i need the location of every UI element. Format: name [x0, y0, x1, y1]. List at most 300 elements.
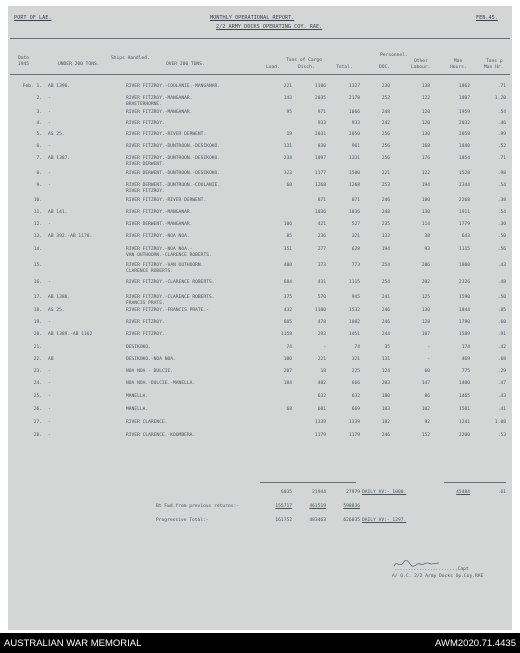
row-hours: 469 [461, 357, 470, 362]
row-total: 961 [351, 144, 360, 149]
row-doc: 221 [381, 171, 390, 176]
row-tph: .29 [497, 369, 506, 374]
row-other: 130 [421, 308, 430, 313]
row-tph: 1.08 [494, 420, 506, 425]
row-load: 100 [283, 357, 292, 362]
row-ship-line: RIVER FITZROY.-MANGANAR. [126, 96, 193, 101]
row-load: 60 [286, 183, 292, 188]
row-load: 19 [286, 132, 292, 137]
row-tph: .68 [497, 357, 506, 362]
row-other: 180 [421, 198, 430, 203]
row-under-200: AB 1396. [48, 84, 71, 89]
row-load: 85 [286, 234, 292, 239]
row-disch: 293 [317, 332, 326, 337]
row-load: 432 [283, 308, 292, 313]
prog-label: Progressive Total:- [156, 518, 209, 523]
row-ship-line: NOA NOA - DULCIE. [126, 369, 174, 374]
row-hours: 1501 [458, 407, 470, 412]
row-hours: 2268 [458, 198, 470, 203]
row-doc: 203 [381, 381, 390, 386]
row-load: 131 [283, 144, 292, 149]
row-tph: .52 [497, 144, 506, 149]
row-date: 27. [33, 420, 42, 425]
row-hours: 1590 [458, 295, 470, 300]
row-disch: 971 [317, 110, 326, 115]
row-under-200: AS 25. [48, 132, 65, 137]
row-other: 130 [421, 210, 430, 215]
row-total: 666 [351, 381, 360, 386]
row-other: 168 [421, 144, 430, 149]
row-other: 120 [421, 121, 430, 126]
row-total: 321 [351, 234, 360, 239]
row-disch: 871 [317, 198, 326, 203]
row-under-200: - [48, 96, 51, 101]
row-under-200: - [48, 381, 51, 386]
row-hours: 1790 [458, 320, 470, 325]
bf-label: Bt Fwd.from previous returns:- [156, 504, 239, 509]
row-ship-line: RIVER FITZROY. [126, 121, 165, 126]
row-total: 1066 [348, 110, 360, 115]
row-total: 945 [351, 295, 360, 300]
row-other: 38 [424, 234, 430, 239]
row-under-200: AB 1387. [48, 156, 71, 161]
total-hours: 45484 [456, 490, 470, 495]
row-doc: 242 [381, 121, 390, 126]
total-disch: 21944 [312, 490, 326, 495]
row-disch: - [323, 345, 326, 350]
row-other: 102 [421, 407, 430, 412]
row-date: 24. [33, 381, 42, 386]
row-disch: 421 [317, 222, 326, 227]
row-ship-line: RIVER FITZROY.-CLARENCE ROBERTS. [126, 295, 215, 300]
row-doc: 230 [381, 84, 390, 89]
row-other: 120 [421, 110, 430, 115]
col-doc: DOC. [379, 65, 391, 70]
col-other: Other [414, 59, 428, 64]
bf-disch: 461519 [309, 504, 326, 509]
row-ship-line: RIVER FITZROY.-FRANCIS PRATE.- [126, 308, 209, 313]
row-other: 114 [421, 222, 430, 227]
total-daily-avg: DAILY AV:- 1000. [362, 490, 407, 495]
row-disch: 1179 [314, 433, 326, 438]
row-total: 1082 [348, 320, 360, 325]
row-other: 93 [424, 247, 430, 252]
row-total: 527 [351, 222, 360, 227]
row-under-200: - [48, 433, 51, 438]
header-top-rule [10, 38, 510, 39]
row-load: 375 [283, 295, 292, 300]
col-man: Man [454, 59, 463, 64]
row-hours: 2344 [458, 183, 470, 188]
row-hours: 1959 [458, 110, 470, 115]
row-date: 22. [33, 357, 42, 362]
row-disch: 1339 [314, 420, 326, 425]
row-doc: 256 [381, 132, 390, 137]
row-total: 933 [351, 121, 360, 126]
row-total: 1268 [348, 183, 360, 188]
row-ship-line: RIVER FITZROY.-RIVER DERWENT. [126, 198, 207, 203]
archive-footer [0, 633, 520, 653]
row-date: 9. [36, 183, 42, 188]
row-ship-line: RIVER FITZROY. [126, 320, 165, 325]
row-date: 18. [33, 308, 42, 313]
row-under-200: AB 1388. [48, 295, 71, 300]
row-date: 21. [33, 345, 42, 350]
row-other: 122 [421, 171, 430, 176]
row-tph: .56 [497, 247, 506, 252]
row-date: 23. [33, 369, 42, 374]
row-doc: 131 [381, 357, 390, 362]
row-other: 176 [421, 156, 430, 161]
row-total: 2178 [348, 96, 360, 101]
row-other: 152 [421, 433, 430, 438]
row-other: 128 [421, 320, 430, 325]
row-under-200: - [48, 394, 51, 399]
row-doc: 241 [381, 295, 390, 300]
prog-disch: 483463 [309, 518, 326, 523]
row-total: 2050 [348, 132, 360, 137]
col-under: UNDER 200 TONS. [58, 62, 100, 67]
prog-total: 626835 [343, 518, 360, 523]
row-tph: 1.20 [494, 96, 506, 101]
row-doc: 248 [381, 110, 390, 115]
row-under-200: - [48, 144, 51, 149]
row-tph: .85 [497, 308, 506, 313]
signature-title: A/ O.C. 2/2 Army Docks Op.Coy.RAE [392, 574, 484, 579]
row-hours: 1528 [458, 171, 470, 176]
row-load: 68 [286, 407, 292, 412]
row-under-200: AB 141. [48, 210, 68, 215]
row-tph: .91 [497, 332, 506, 337]
row-under-200: - [48, 110, 51, 115]
row-total: 1327 [348, 84, 360, 89]
row-tph: .43 [497, 394, 506, 399]
row-hours: 1840 [458, 144, 470, 149]
row-doc: 253 [381, 183, 390, 188]
row-ship-line: MANELLA. [126, 407, 149, 412]
row-tph: .30 [497, 222, 506, 227]
row-under-200: - [48, 280, 51, 285]
row-total: 321 [351, 357, 360, 362]
row-doc: 35 [384, 345, 390, 350]
col-tons-cargo: Tons of Cargo [286, 58, 322, 63]
row-tph: .41 [497, 407, 506, 412]
row-disch: 830 [317, 144, 326, 149]
row-disch: 1106 [314, 84, 326, 89]
row-doc: 246 [381, 433, 390, 438]
row-hours: 1115 [458, 247, 470, 252]
row-ship-line: BRAETERHORNE. [126, 101, 162, 107]
report-title: MONTHLY OPERATIONAL REPORT. [210, 15, 295, 21]
row-tph: .71 [497, 84, 506, 89]
row-tph: .54 [497, 210, 506, 215]
row-disch: 277 [317, 247, 326, 252]
row-doc: 256 [381, 144, 390, 149]
row-hours: 1779 [458, 222, 470, 227]
col-tons-p: Tons p [486, 59, 503, 64]
row-hours: 1854 [458, 156, 470, 161]
row-total: 1036 [348, 210, 360, 215]
row-other: 194 [421, 183, 430, 188]
row-hours: 1400 [458, 381, 470, 386]
row-disch: 1036 [314, 210, 326, 215]
archive-name: AUSTRALIAN WAR MEMORIAL [4, 638, 142, 649]
bf-total: 598836 [343, 504, 360, 509]
row-ship-line: RIVER FITZROY.-CLARENCE ROBERTS. [126, 280, 215, 285]
row-date: 3. [36, 110, 42, 115]
row-load: 400 [283, 263, 292, 268]
row-ship-line: DESIKOKO. [126, 345, 151, 350]
row-other: 206 [421, 263, 430, 268]
total-load: 6035 [280, 490, 292, 495]
row-ship-line: FRANCIS PRATE. [126, 300, 165, 306]
row-disch: 221 [317, 357, 326, 362]
row-hours: 1589 [458, 332, 470, 337]
row-ship-line: RIVER FITZROY.-MANGANAR. [126, 110, 193, 115]
row-load: 143 [283, 96, 292, 101]
row-tph: .54 [497, 110, 506, 115]
row-ship-line: RIVER DERWENT.-MANGANAR. [126, 222, 193, 227]
row-ship-line: RIVER FITZROY.-NOA NOA.- [126, 247, 193, 252]
row-date: 13. [33, 234, 42, 239]
row-under-200: AB 1389.-AB 1162 [48, 332, 93, 337]
row-ship-line: RIVER FITZROY. [126, 188, 165, 194]
col-load: Load. [266, 65, 280, 70]
row-doc: 244 [381, 332, 390, 337]
row-other: 138 [421, 84, 430, 89]
row-total: 1451 [348, 332, 360, 337]
row-under-200: - [48, 222, 51, 227]
row-other: 147 [421, 381, 430, 386]
row-load: 207 [283, 369, 292, 374]
row-ship-line: RIVER FITZROY.-NOA NOA. [126, 234, 190, 239]
row-date: 4. [36, 121, 42, 126]
row-date: Feb. 1. [22, 84, 42, 89]
row-doc: 180 [381, 394, 390, 399]
col-over: OVER 200 TONS. [166, 62, 205, 67]
row-ship-line: VAN OUTHOORN.-CLARENCE ROBERTS. [126, 252, 212, 258]
row-load: 106 [283, 222, 292, 227]
row-tph: .53 [497, 433, 506, 438]
row-under-200: AS 25. [48, 308, 65, 313]
col-year: 1945 [18, 62, 30, 67]
row-doc: 254 [381, 263, 390, 268]
row-tph: .98 [497, 171, 506, 176]
row-total: 1500 [348, 171, 360, 176]
signature-dots: .......................Capt [394, 567, 469, 572]
row-load: 221 [283, 84, 292, 89]
row-load: 74 [286, 345, 292, 350]
row-total: 628 [351, 247, 360, 252]
row-date: 12. [33, 222, 42, 227]
row-tph: .50 [497, 295, 506, 300]
row-tph: .43 [497, 263, 506, 268]
row-doc: 182 [381, 420, 390, 425]
row-hours: 775 [461, 369, 470, 374]
row-disch: 2031 [314, 132, 326, 137]
row-ship-line: RIVER FITZROY.-RIVER DERWENT. [126, 132, 207, 137]
row-under-200: - [48, 420, 51, 425]
row-load: 684 [283, 280, 292, 285]
row-date: 8. [36, 171, 42, 176]
col-personnel: Personnel. [380, 53, 408, 58]
row-disch: 482 [317, 381, 326, 386]
row-tph: .99 [497, 132, 506, 137]
col-disch: Disch. [298, 65, 315, 70]
row-disch: 570 [317, 295, 326, 300]
row-other: - [427, 345, 430, 350]
row-doc: 246 [381, 308, 390, 313]
report-subtitle: 2/2 ARMY DOCKS OPERATING COY. RAE. [216, 24, 323, 30]
row-tph: .54 [497, 183, 506, 188]
row-doc: 256 [381, 156, 390, 161]
row-date: 5. [36, 132, 42, 137]
row-tph: .71 [497, 156, 506, 161]
row-under-200: AB 392.-AB 1170. [48, 234, 93, 239]
row-doc: 133 [381, 234, 390, 239]
row-disch: 1268 [314, 183, 326, 188]
row-date: 28. [33, 433, 42, 438]
prog-load: 161752 [275, 518, 292, 523]
row-doc: 248 [381, 210, 390, 215]
row-under-200: - [48, 320, 51, 325]
row-ship-line: RIVER FITZROY.-DUNTROON.-DESIKOKO. [126, 144, 221, 149]
row-tph: .38 [497, 198, 506, 203]
row-hours: 643 [461, 234, 470, 239]
total-total: 27979 [346, 490, 360, 495]
total-tph: .61 [497, 490, 506, 495]
row-ship-line: DESIKOKO.-NOA NOA. [126, 357, 176, 362]
row-disch: 478 [317, 320, 326, 325]
row-doc: 235 [381, 222, 390, 227]
row-tph: .60 [497, 320, 506, 325]
row-total: 1339 [348, 420, 360, 425]
row-ship-line: RIVER FITZROY.-VAN OUTHOORN. [126, 263, 204, 268]
row-hours: 2200 [458, 433, 470, 438]
row-hours: 1862 [458, 84, 470, 89]
row-ship-line: RIVER DERWENT. [126, 161, 165, 167]
row-disch: 601 [317, 407, 326, 412]
row-doc: 252 [381, 96, 390, 101]
row-other: 86 [424, 394, 430, 399]
row-date: 14. [33, 247, 42, 252]
row-total: 871 [351, 198, 360, 203]
row-total: 1331 [348, 156, 360, 161]
col-total: Total. [336, 65, 353, 70]
row-under-200: - [48, 183, 51, 188]
row-total: 74 [354, 345, 360, 350]
row-hours: 2058 [458, 132, 470, 137]
row-doc: 124 [381, 369, 390, 374]
row-disch: 1100 [314, 308, 326, 313]
row-total: 225 [351, 369, 360, 374]
row-under-200: - [48, 407, 51, 412]
row-load: 234 [283, 156, 292, 161]
row-under-200: AB [48, 357, 54, 362]
row-hours: 1911 [458, 210, 470, 215]
col-ships-handled: Ships Handled. [111, 56, 150, 61]
row-ship-line: MANELLA. [126, 394, 149, 399]
row-ship-line: RIVER CLARENCE.-KOOMBERA. [126, 433, 196, 438]
row-date: 15. [33, 263, 42, 268]
row-tph: .46 [497, 121, 506, 126]
row-disch: 933 [317, 121, 326, 126]
row-hours: 1800 [458, 263, 470, 268]
row-ship-line: RIVER FITZROY.-DUNTROON.-DESIKOKO. [126, 156, 221, 161]
row-date: 26. [33, 407, 42, 412]
bf-load: 155717 [275, 504, 292, 509]
totals-rule-cargo [260, 482, 356, 483]
row-ship-line: NOA NOA.-DULCIE.-MANELLA. [126, 381, 196, 386]
row-ship-line: RIVER DERWENT.-DUNTROON.-DESIKOKO. [126, 171, 221, 176]
row-date: 2. [36, 96, 42, 101]
row-under-200: - [48, 121, 51, 126]
row-total: 669 [351, 407, 360, 412]
row-disch: 1177 [314, 171, 326, 176]
col-date: Date [18, 56, 30, 61]
row-ship-line: RIVER DERWENT.-DUNTROON.-COOLANIE. [126, 183, 221, 188]
row-disch: 1097 [314, 156, 326, 161]
row-other: 92 [424, 420, 430, 425]
row-tph: .48 [497, 280, 506, 285]
col-man-hr: Man Hr. [484, 65, 504, 70]
row-disch: 632 [317, 394, 326, 399]
archive-reference: AWM2020.71.4435 [435, 638, 516, 649]
row-load: 95 [286, 110, 292, 115]
row-load: 323 [283, 171, 292, 176]
row-date: 20. [33, 332, 42, 337]
row-under-200: - [48, 171, 51, 176]
row-ship-line: CLARENCE ROBERTS. [126, 268, 174, 274]
col-labour: Labour. [411, 65, 431, 70]
row-load: 605 [283, 320, 292, 325]
row-hours: 1807 [458, 96, 470, 101]
prog-daily-avg: DAILY AV:- 1297. [362, 518, 407, 523]
row-total: 773 [351, 263, 360, 268]
row-other: 125 [421, 295, 430, 300]
row-date: 7. [36, 156, 42, 161]
row-disch: 431 [317, 280, 326, 285]
row-under-200: - [48, 369, 51, 374]
row-load: 351 [283, 247, 292, 252]
row-hours: 1465 [458, 394, 470, 399]
report-month: FEB.45. [476, 15, 498, 21]
row-other: 122 [421, 96, 430, 101]
col-hours: Hours. [450, 65, 467, 70]
row-tph: .47 [497, 381, 506, 386]
document-sheet [8, 6, 512, 630]
row-other: 202 [421, 280, 430, 285]
row-doc: 194 [381, 247, 390, 252]
row-other: - [427, 357, 430, 362]
row-total: 1179 [348, 433, 360, 438]
row-tph: .50 [497, 234, 506, 239]
row-load: 184 [283, 381, 292, 386]
header-bottom-rule [10, 74, 510, 75]
row-doc: 246 [381, 198, 390, 203]
row-date: 19. [33, 320, 42, 325]
row-disch: 18 [320, 369, 326, 374]
row-date: 16. [33, 280, 42, 285]
row-hours: 174 [461, 345, 470, 350]
row-date: 10. [33, 198, 42, 203]
row-other: 60 [424, 369, 430, 374]
row-total: 632 [351, 394, 360, 399]
totals-rule-hours [444, 482, 506, 483]
row-hours: 1844 [458, 308, 470, 313]
row-total: 1115 [348, 280, 360, 285]
row-other: 130 [421, 132, 430, 137]
